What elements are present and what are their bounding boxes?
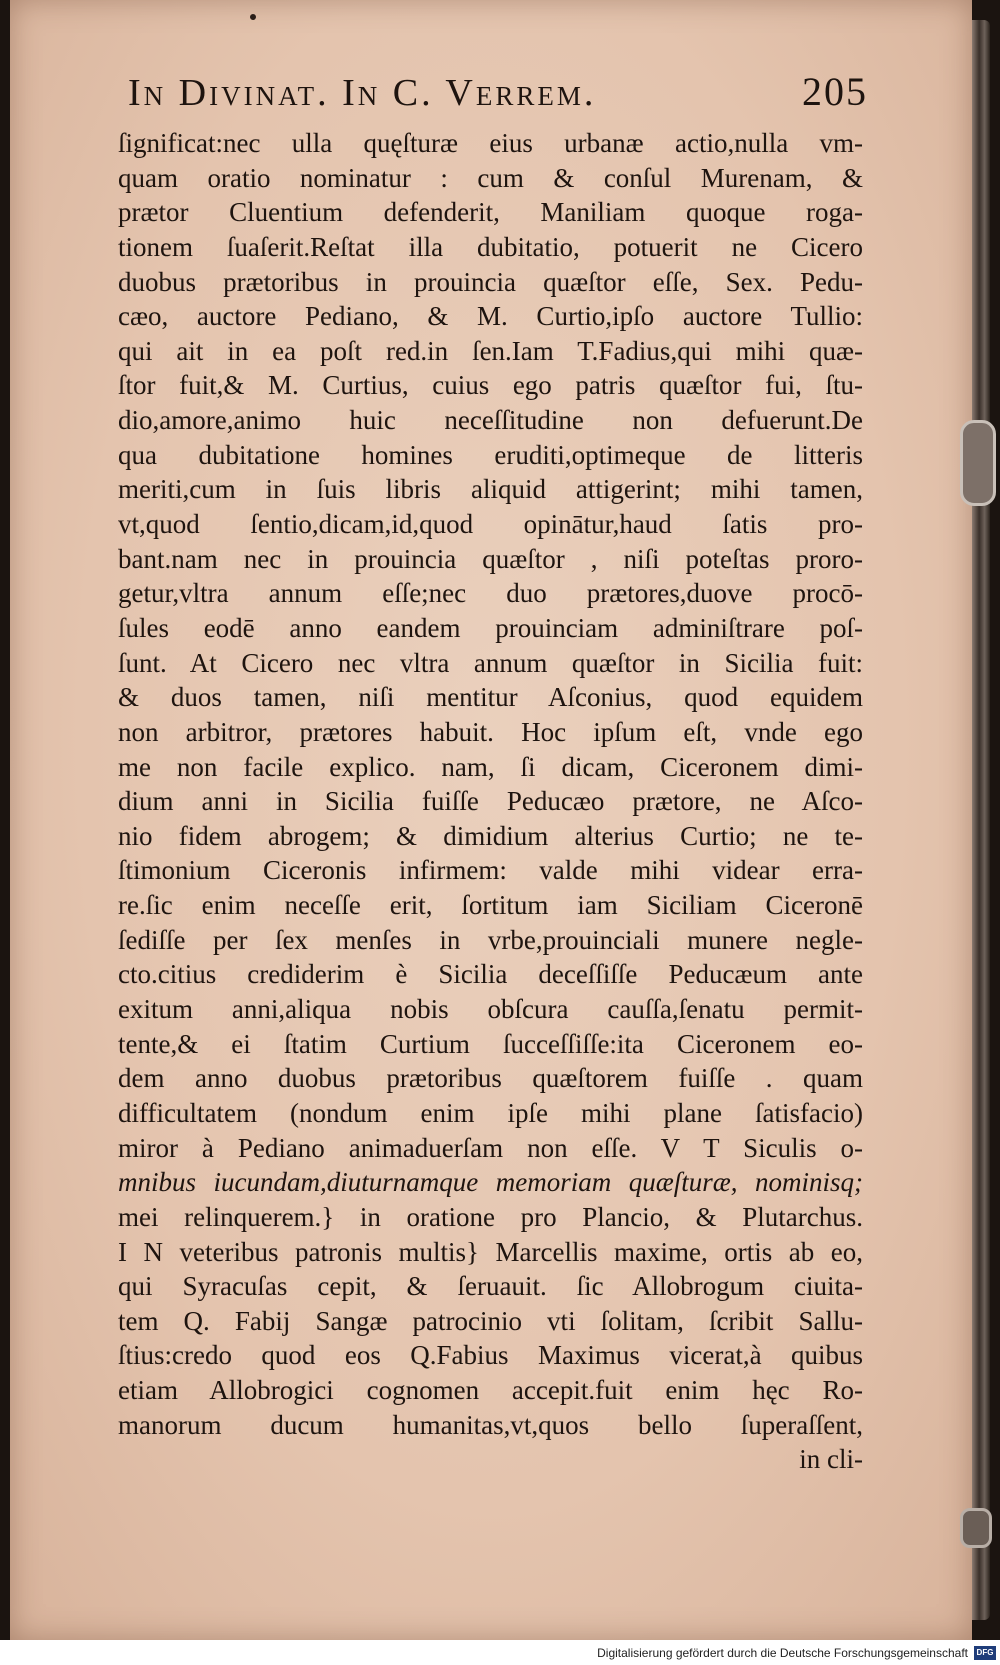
- page-edge: [972, 20, 990, 1620]
- text-line: cto.citius crediderim è Sicilia deceſſiſſe Peducæum ante: [118, 959, 863, 990]
- text-line: non arbitror, prætores habuit. Hoc ipſum eſt, vnde ego: [118, 716, 863, 747]
- text-line: miror à Pediano animaduerſam non eſſe. V T Siculis o-: [118, 1132, 863, 1163]
- book-clasp-lower-icon: [960, 1508, 992, 1548]
- text-line: quam oratio nominatur : cum & conſul Murenam, &: [118, 162, 863, 193]
- text-line: bant.nam nec in prouincia quæſtor , niſi poteſtas proro-: [118, 543, 863, 574]
- text-line: tente,& ei ſtatim Curtium ſucceſſiſſe:ita Ciceronem eo-: [118, 1028, 863, 1059]
- body-text: [118, 126, 863, 1477]
- text-line: I N veteribus patronis multis} Marcellis maxime, ortis ab eo,: [118, 1236, 863, 1267]
- text-line: qui ait in ea poſt red.in ſen.Iam T.Fadius,qui mihi quæ-: [118, 335, 863, 366]
- text-line: meriti,cum in ſuis libris aliquid attigerint; mihi tamen,: [118, 474, 863, 505]
- footer-bar: [0, 1640, 1000, 1665]
- page-title: In Divinat. In C. Verrem.: [128, 72, 597, 114]
- text-line: dio,amore,animo huic neceſſitudine non defuerunt.De: [118, 405, 863, 436]
- running-head: [128, 68, 868, 116]
- text-line: me non facile explico. nam, ſi dicam, Ciceronem dimi-: [118, 751, 863, 782]
- text-line: qua dubitatione homines eruditi,optimeque de litteris: [118, 439, 863, 470]
- text-line: ſignificat:nec ulla quęſturæ eius urbanæ actio,nulla vm-: [118, 128, 863, 158]
- text-line: ſules eodē anno eandem prouinciam adminiſtrare poſ-: [118, 612, 863, 643]
- text-line: prætor Cluentium defenderit, Maniliam quoque roga-: [118, 197, 863, 228]
- text-line-italic: [118, 1165, 863, 1200]
- text-line: vt,quod ſentio,dicam,id,quod opinātur,haud ſatis pro-: [118, 509, 863, 540]
- text-line: ſtius:credo quod eos Q.Fabius Maximus vicerat,à quibus: [118, 1340, 863, 1371]
- text-line: duobus prætoribus in prouincia quæſtor eſſe, Sex. Pedu-: [118, 266, 863, 297]
- text-line: dem anno duobus prætoribus quæſtorem fuiſſe . quam: [118, 1063, 863, 1094]
- text-line: & duos tamen, niſi mentitur Aſconius, quod equidem: [118, 682, 863, 713]
- page-number: 205: [802, 69, 868, 114]
- text-line: qui Syracuſas cepit, & ſeruauit. ſic Allobrogum ciuita-: [118, 1271, 863, 1302]
- text-line: tionem ſuaſerit.Reſtat illa dubitatio, potuerit ne Cicero: [118, 231, 863, 262]
- ink-spot: [250, 14, 256, 20]
- text-line: etiam Allobrogici cognomen accepit.fuit enim hęc Ro-: [118, 1375, 863, 1406]
- text-line: manorum ducum humanitas,vt,quos bello ſuperaſſent,: [118, 1409, 863, 1440]
- text-line: difficultatem (nondum enim ipſe mihi plane ſatisfacio): [118, 1097, 863, 1128]
- text-line: ſtimonium Ciceronis infirmem: valde mihi videar erra-: [118, 855, 863, 886]
- text-line: dium anni in Sicilia fuiſſe Peducæo prætore, ne Aſco-: [118, 786, 863, 817]
- text-line: ſediſſe per ſex menſes in vrbe,prouinciali munere negle-: [118, 924, 863, 955]
- funding-credit: Digitalisierung gefördert durch die Deutsche Forschungsgemeinschaft: [597, 1645, 968, 1660]
- catchword: in cli-: [799, 1444, 863, 1475]
- text-line: cæo, auctore Pediano, & M. Curtio,ipſo auctore Tullio:: [118, 301, 863, 332]
- text-line: exitum anni,aliqua nobis obſcura cauſſa,ſenatu permit-: [118, 994, 863, 1025]
- book-clasp-icon: [960, 420, 996, 506]
- dfg-logo-icon: DFG: [974, 1646, 996, 1660]
- text-line: getur,vltra annum eſſe;nec duo prætores,duove procō-: [118, 578, 863, 609]
- lemma-text: mnibus iucundam,diuturnamque memoriam quæſturæ, nominisq;: [118, 1167, 863, 1198]
- text-line: re.ſic enim neceſſe erit, ſortitum iam Siciliam Ciceronē: [118, 890, 863, 921]
- text-line: mei relinquerem.} in oratione pro Plancio, & Plutarchus.: [118, 1201, 863, 1232]
- text-line: ſunt. At Cicero nec vltra annum quæſtor in Sicilia fuit:: [118, 647, 863, 678]
- text-line: ſtor fuit,& M. Curtius, cuius ego patris quæſtor fui, ſtu-: [118, 370, 863, 401]
- text-line: nio fidem abrogem; & dimidium alterius Curtio; ne te-: [118, 820, 863, 851]
- text-line: tem Q. Fabij Sangæ patrocinio vti ſolitam, ſcribit Sallu-: [118, 1305, 863, 1336]
